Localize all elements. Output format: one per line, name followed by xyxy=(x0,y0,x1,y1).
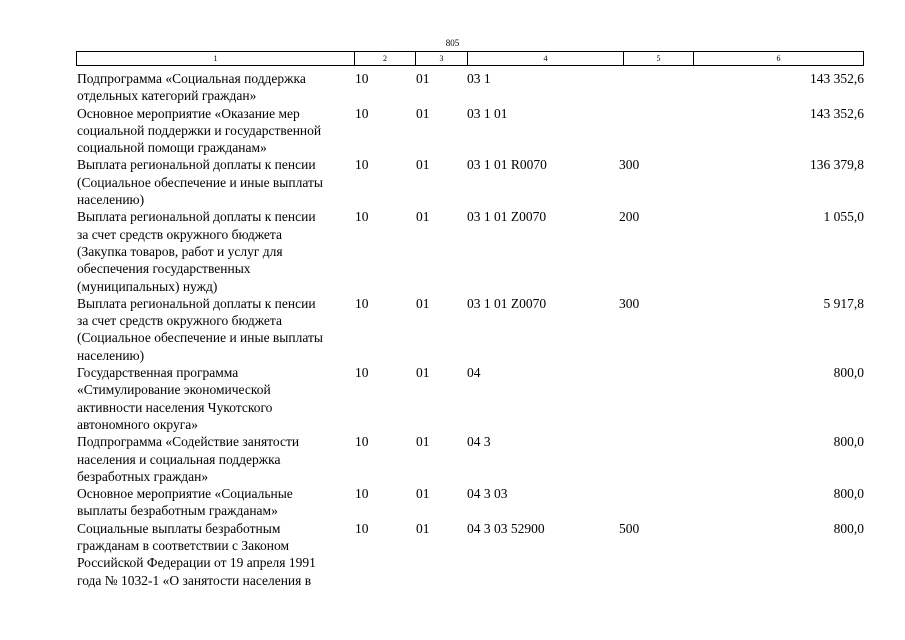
row-amount: 143 352,6 xyxy=(810,105,864,121)
row-name: Выплата региональной доплаты к пенсии за счет средств окружного бюджета (Социальное обеспечение и иные выплаты населению) xyxy=(77,295,323,363)
row-subsection: 01 xyxy=(416,157,430,173)
header-col-6: 6 xyxy=(776,54,781,63)
row-expense-type: 300 xyxy=(619,157,640,173)
row-amount: 5 917,8 xyxy=(823,295,864,311)
row-target-code: 03 1 xyxy=(467,71,491,86)
row-subsection: 01 xyxy=(416,486,430,502)
row-name: Социальные выплаты безработным гражданам в соответствии с Законом Российской Федерации от 19 апреля 1991 года № 1032-1 «О занятости населения в xyxy=(77,520,316,588)
row-amount: 800,0 xyxy=(833,520,864,536)
row-section: 10 xyxy=(355,520,369,536)
table-row xyxy=(76,156,864,208)
row-amount: 136 379,8 xyxy=(810,157,864,173)
row-amount: 800,0 xyxy=(833,434,864,450)
table-row xyxy=(76,520,864,589)
table-row xyxy=(76,105,864,157)
row-target-code: 04 3 xyxy=(467,434,491,450)
row-name: Государственная программа «Стимулирование экономической активности населения Чукотского автономного округа» xyxy=(77,365,273,432)
row-subsection: 01 xyxy=(416,209,430,225)
row-name: Выплата региональной доплаты к пенсии за счет средств окружного бюджета (Закупка товаров, работ и услуг для обеспечения государственных (муниципальных) нужд) xyxy=(77,209,316,294)
row-target-code: 03 1 01 Z0070 xyxy=(467,209,547,225)
row-target-code: 04 xyxy=(467,365,481,381)
row-name: Основное мероприятие «Оказание мер социальной поддержки и государственной социальной помощи гражданам» xyxy=(77,105,322,156)
table-row xyxy=(76,433,864,485)
table-body xyxy=(76,70,864,589)
row-subsection: 01 xyxy=(416,520,430,536)
table-row xyxy=(76,295,864,364)
row-expense-type xyxy=(619,433,690,485)
header-col-3: 3 xyxy=(416,52,468,65)
header-col-2: 2 xyxy=(355,52,416,65)
row-section: 10 xyxy=(355,209,369,225)
row-subsection: 01 xyxy=(416,105,430,121)
header-col-1: 1 xyxy=(77,52,355,65)
row-name: Подпрограмма «Содействие занятости населения и социальная поддержка безработных граждан» xyxy=(77,434,300,484)
page-number: 805 xyxy=(445,38,460,48)
table-row xyxy=(76,208,864,294)
row-subsection: 01 xyxy=(416,71,430,86)
row-subsection: 01 xyxy=(416,295,430,311)
header-col-5: 5 xyxy=(624,52,694,65)
row-name: Подпрограмма «Социальная поддержка отдельных категорий граждан» xyxy=(77,71,306,104)
table-row xyxy=(76,364,864,433)
table-row xyxy=(76,70,864,105)
row-subsection: 01 xyxy=(416,434,430,450)
row-target-code: 04 3 03 52900 xyxy=(467,520,545,536)
row-section: 10 xyxy=(355,434,369,450)
row-target-code: 04 3 03 xyxy=(467,486,508,502)
row-amount: 800,0 xyxy=(833,486,864,502)
row-section: 10 xyxy=(355,365,369,381)
row-amount: 800,0 xyxy=(833,365,864,381)
row-expense-type: 300 xyxy=(619,295,640,311)
table-header xyxy=(76,51,864,66)
row-amount: 1 055,0 xyxy=(823,209,864,225)
row-section: 10 xyxy=(355,71,369,86)
header-col-4: 4 xyxy=(468,52,624,65)
row-section: 10 xyxy=(355,486,369,502)
row-expense-type: 500 xyxy=(619,520,640,536)
row-expense-type xyxy=(619,364,690,433)
row-amount: 143 352,6 xyxy=(810,71,864,86)
row-expense-type xyxy=(619,485,690,520)
row-target-code: 03 1 01 Z0070 xyxy=(467,295,547,311)
row-target-code: 03 1 01 xyxy=(467,105,508,121)
row-section: 10 xyxy=(355,157,369,173)
row-target-code: 03 1 01 R0070 xyxy=(467,157,547,173)
row-section: 10 xyxy=(355,105,369,121)
row-expense-type xyxy=(619,70,690,105)
row-expense-type: 200 xyxy=(619,209,640,225)
table-row xyxy=(76,485,864,520)
row-name: Выплата региональной доплаты к пенсии (Социальное обеспечение и иные выплаты населению) xyxy=(77,157,323,208)
row-subsection: 01 xyxy=(416,365,430,381)
row-name: Основное мероприятие «Социальные выплаты безработным гражданам» xyxy=(77,486,293,519)
row-expense-type xyxy=(619,105,690,157)
row-section: 10 xyxy=(355,295,369,311)
